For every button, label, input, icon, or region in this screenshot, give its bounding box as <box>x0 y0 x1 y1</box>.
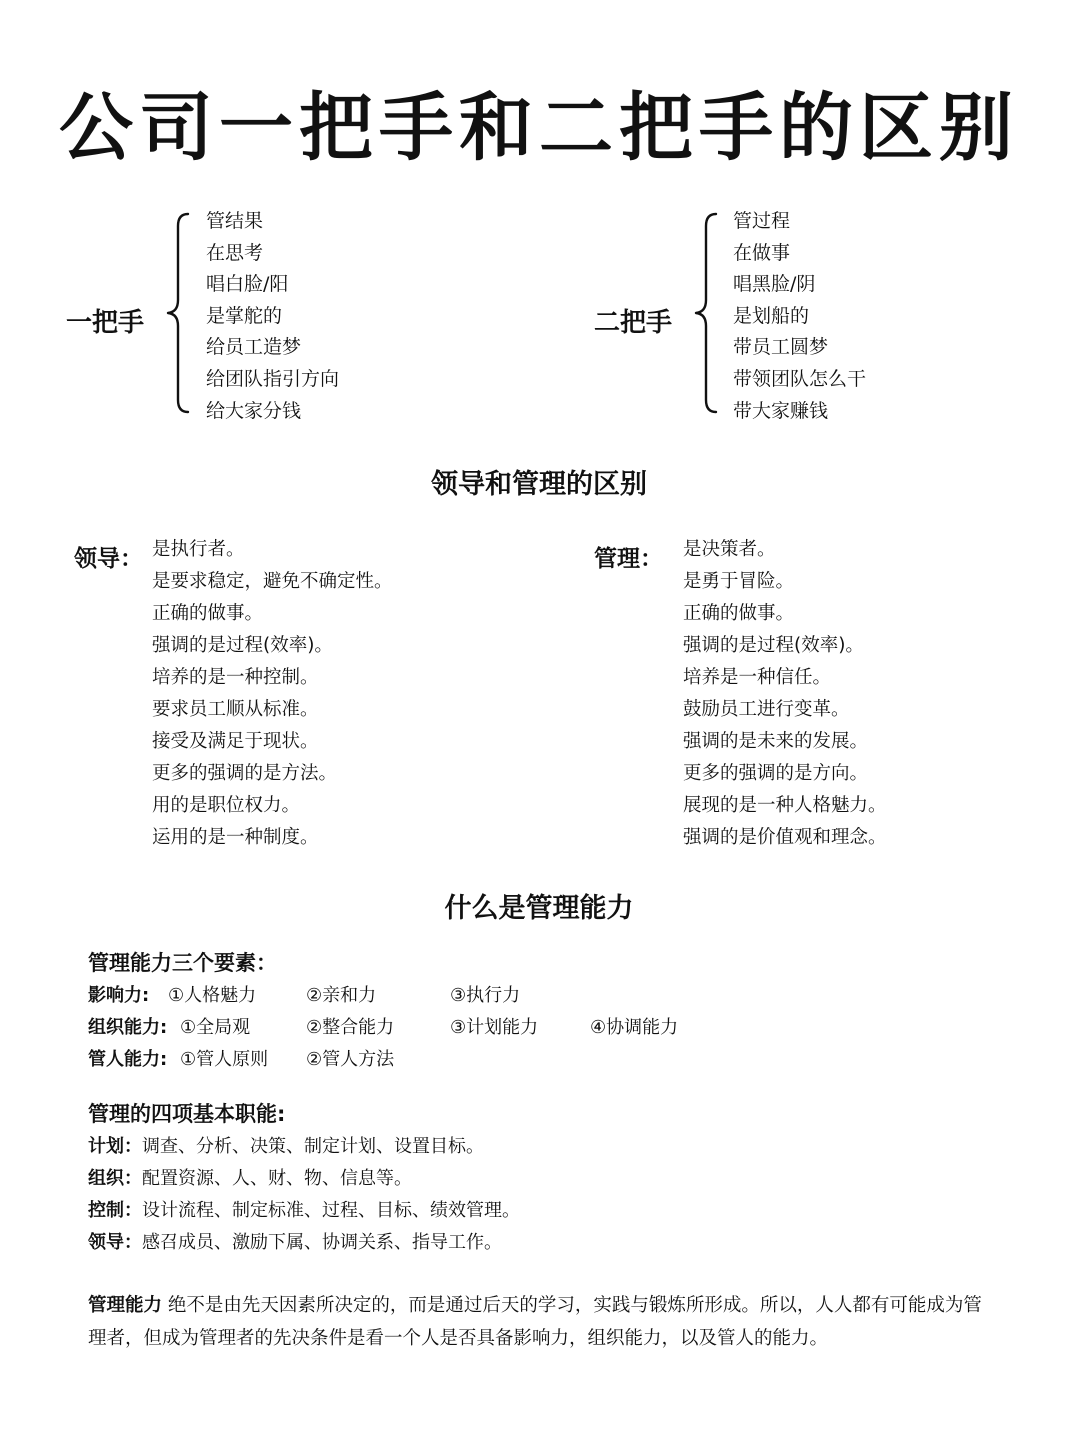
second-hand-item: 带领团队怎么干 <box>733 367 867 390</box>
function-label: 组织： <box>88 1168 142 1189</box>
manage-item: 强调的是过程(效率)。 <box>683 635 864 656</box>
conclusion-text: 绝不是由先天因素所决定的，而是通过后天的学习，实践与锻炼所形成。所以，人人都有可能成为管理者，但成为管理者的先决条件是看一个人是否具备影响力，组织能力，以及管人的能力。 <box>88 1295 982 1349</box>
function-row <box>88 1231 502 1255</box>
element-option: ②管人方法 <box>306 1049 395 1070</box>
element-row-organize <box>88 1016 988 1042</box>
lead-item: 培养的是一种控制。 <box>152 667 319 688</box>
function-label: 控制： <box>88 1200 142 1221</box>
first-hand-item: 在思考 <box>206 241 264 264</box>
element-option: ②亲和力 <box>306 985 377 1006</box>
function-row <box>88 1199 520 1223</box>
element-label: 管人能力: <box>88 1049 168 1070</box>
first-hand-brace <box>166 212 190 414</box>
first-hand-item: 唱白脸/阳 <box>206 273 289 296</box>
element-option: ①全局观 <box>180 1017 251 1038</box>
lead-item: 要求员工顺从标准。 <box>152 699 319 720</box>
function-text: 设计流程、制定标准、过程、目标、绩效管理。 <box>142 1200 520 1221</box>
manage-item: 正确的做事。 <box>683 603 795 624</box>
second-hand-item: 是划船的 <box>733 304 810 327</box>
manage-item: 培养是一种信任。 <box>683 667 832 688</box>
lead-item: 是执行者。 <box>152 539 245 560</box>
lead-item: 用的是职位权力。 <box>152 795 301 816</box>
page-title: 公司一把手和二把手的区别 <box>59 85 1019 171</box>
first-hand-item: 给员工造梦 <box>206 336 302 359</box>
element-option: ③计划能力 <box>450 1017 539 1038</box>
manage-list <box>683 534 887 854</box>
manage-item: 鼓励员工进行变革。 <box>683 699 850 720</box>
function-text: 调查、分析、决策、制定计划、设置目标。 <box>142 1136 484 1157</box>
second-hand-item: 管过程 <box>733 210 791 232</box>
lead-item: 更多的强调的是方法。 <box>152 763 338 784</box>
element-option: ①管人原则 <box>180 1049 269 1070</box>
manage-item: 是勇于冒险。 <box>683 571 795 592</box>
manage-label: 管理： <box>594 546 663 572</box>
function-label: 领导： <box>88 1232 142 1253</box>
second-hand-item: 唱黑脸/阴 <box>733 273 816 296</box>
element-option: ③执行力 <box>450 985 521 1006</box>
second-hand-item: 带大家赚钱 <box>733 399 829 422</box>
element-row-influence <box>88 984 988 1010</box>
second-hand-list <box>733 206 866 427</box>
first-hand-label: 一把手 <box>66 308 145 338</box>
element-option: ①人格魅力 <box>168 985 257 1006</box>
first-hand-item: 管结果 <box>206 210 264 232</box>
lead-list <box>152 534 393 854</box>
lead-item: 强调的是过程(效率)。 <box>152 635 333 656</box>
element-row-people <box>88 1048 988 1074</box>
second-hand-label: 二把手 <box>594 308 673 338</box>
element-option: ②整合能力 <box>306 1017 395 1038</box>
function-row <box>88 1167 412 1191</box>
elements-title: 管理能力三个要素： <box>88 951 277 975</box>
manage-item: 强调的是未来的发展。 <box>683 731 869 752</box>
manage-item: 更多的强调的是方向。 <box>683 763 869 784</box>
lead-item: 是要求稳定，避免不确定性。 <box>152 571 393 592</box>
manage-item: 是决策者。 <box>683 539 776 560</box>
lead-item: 正确的做事。 <box>152 603 264 624</box>
first-hand-item: 给团队指引方向 <box>206 367 340 390</box>
element-label: 影响力: <box>88 985 150 1006</box>
function-label: 计划： <box>88 1136 142 1157</box>
lead-item: 接受及满足于现状。 <box>152 731 319 752</box>
conclusion-bold: 管理能力 <box>88 1295 163 1316</box>
section2-title: 领导和管理的区别 <box>431 469 647 500</box>
function-row <box>88 1135 484 1159</box>
element-option: ④协调能力 <box>590 1017 679 1038</box>
lead-item: 运用的是一种制度。 <box>152 827 319 848</box>
conclusion-paragraph <box>88 1289 988 1355</box>
lead-label: 领导： <box>74 546 143 572</box>
function-text: 配置资源、人、财、物、信息等。 <box>142 1168 412 1189</box>
second-hand-item: 在做事 <box>733 241 791 264</box>
function-text: 感召成员、激励下属、协调关系、指导工作。 <box>142 1232 502 1253</box>
section3-title: 什么是管理能力 <box>444 893 634 924</box>
manage-item: 展现的是一种人格魅力。 <box>683 795 887 816</box>
second-hand-item: 带员工圆梦 <box>733 336 829 359</box>
first-hand-item: 给大家分钱 <box>206 399 302 422</box>
manage-item: 强调的是价值观和理念。 <box>683 827 887 848</box>
second-hand-brace <box>694 212 718 414</box>
first-hand-list <box>206 206 339 427</box>
first-hand-item: 是掌舵的 <box>206 304 283 327</box>
element-label: 组织能力: <box>88 1017 168 1038</box>
functions-title: 管理的四项基本职能: <box>88 1102 286 1126</box>
